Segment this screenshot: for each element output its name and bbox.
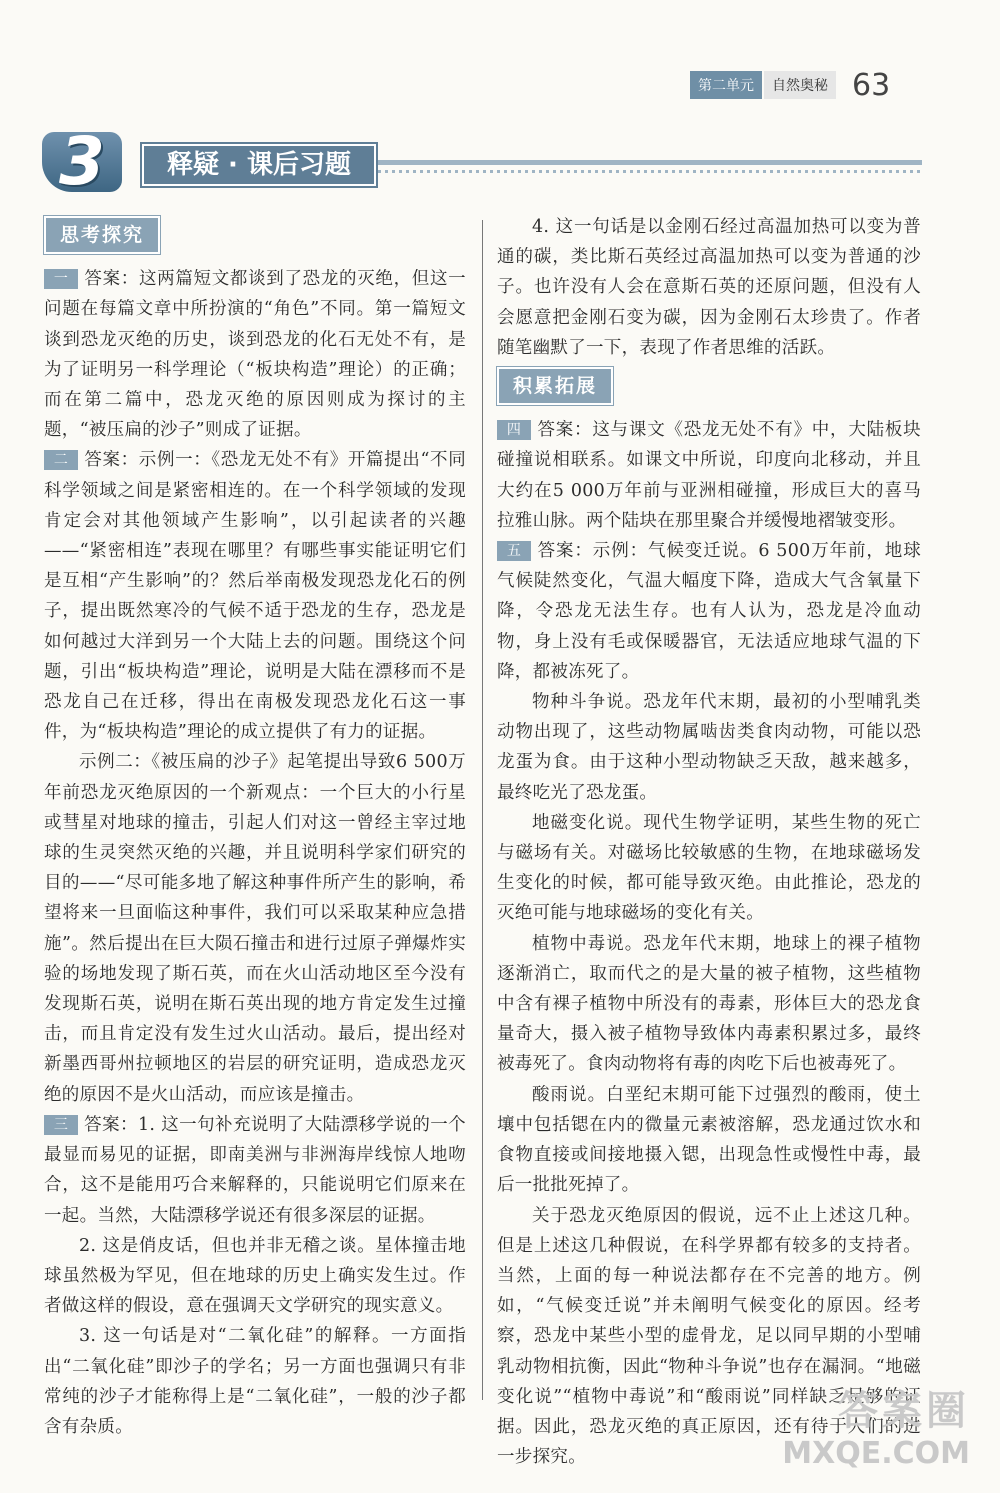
answer-2	[44, 445, 466, 747]
species-struggle-paragraph: 物种斗争说。恐龙年代末期，最初的小型哺乳类动物出现了，这些动物属啮齿类食肉动物，可能以恐龙蛋为食。由于这种小型动物缺乏天敌，越来越多，最终吃光了恐龙蛋。	[497, 692, 921, 803]
label-thinking-exploration: 思考探究	[44, 216, 160, 254]
answer-2-text: 答案：示例一：《恐龙无处不有》开篇提出“不同科学领域之间是紧密相连的。在一个科学领域的发现肯定会对其他领域产生影响”，以引起读者的兴趣——“紧密相连”表现在哪里？有哪些事实能证明它们是互相“产生影响”的？然后举南极发现恐龙化石的例子，提出既然寒冷的气候不适于恐龙的生存，恐龙是如何越过大洋到另一个大陆上去的问题。围绕这个问题，引出“板块构造”理论，说明是大陆在漂移而不是恐龙自己在迁移，得出在南极发现恐龙化石这一事件，为“板块构造”理论的成立提供了有力的证据。	[44, 450, 466, 743]
section-banner	[42, 123, 922, 200]
label-accumulation-extension: 积累拓展	[497, 367, 613, 405]
answer-3	[44, 1110, 466, 1231]
banner-dotted-rule	[378, 170, 922, 173]
page-number: 63	[852, 67, 891, 103]
unit-label: 第二单元	[690, 71, 762, 99]
question-tag-5: 五	[497, 541, 531, 561]
banner-rule	[378, 160, 922, 165]
question-tag-2: 二	[44, 450, 78, 470]
question-tag-3: 三	[44, 1115, 78, 1135]
right-column	[497, 212, 921, 1472]
answer-4	[497, 415, 921, 536]
answer-2-example-2: 示例二：《被压扁的沙子》起笔提出导致6 500万年前恐龙灭绝原因的一个新观点：一个巨大的小行星或彗星对地球的撞击，引起人们对这一曾经主宰过地球的生灵突然灭绝的兴趣，并且说明科学家们研究的目的——“尽可能多地了解这种事件所产生的影响，希望将来一旦面临这种事件，我们可以采取某种应急措施”。然后提出在巨大陨石撞击和进行过原子弹爆炸实验的场地发现了斯石英，而在火山活动地区至今没有发现斯石英，说明在斯石英出现的地方肯定发生过撞击，而且肯定没有发生过火山活动。最后，提出经对新墨西哥州拉顿地区的岩层的研究证明，造成恐龙灭绝的原因不是火山活动，而应该是撞击。	[44, 752, 466, 1105]
question-tag-4: 四	[497, 420, 531, 440]
answer-1-text: 答案：这两篇短文都谈到了恐龙的灭绝，但这一问题在每篇文章中所扮演的“角色”不同。第一篇短文谈到恐龙灭绝的历史，谈到恐龙的化石无处不有，是为了证明另一科学理论（“板块构造”理论）的正确；而在第二篇中，恐龙灭绝的原因则成为探讨的主题，“被压扁的沙子”则成了证据。	[44, 269, 466, 441]
section-title: 释疑 · 课后习题	[142, 144, 376, 186]
column-divider	[482, 220, 483, 1400]
geomagnetic-paragraph: 地磁变化说。现代生物学证明，某些生物的死亡与磁场有关。对磁场比较敏感的生物，在地球磁场发生变化的时候，都可能导致灭绝。由此推论，恐龙的灭绝可能与地球磁场的变化有关。	[497, 812, 921, 924]
answer-3-item-3: 3. 这一句话是对“二氧化硅”的解释。一方面指出“二氧化硅”即沙子的学名；另一方面也强调只有非常纯的沙子才能称得上是“二氧化硅”，一般的沙子都含有杂质。	[44, 1326, 466, 1437]
page-header	[690, 67, 891, 103]
topic-label: 自然奥秘	[764, 71, 836, 99]
watermark-url: MXQE.COM	[782, 1436, 970, 1471]
answer-4-text: 答案：这与课文《恐龙无处不有》中，大陆板块碰撞说相联系。如课文中所说，印度向北移动，并且大约在5 000万年前与亚洲相碰撞，形成巨大的喜马拉雅山脉。两个陆块在那里聚合并缓慢地褶皱变形。	[497, 420, 921, 531]
answer-1	[44, 264, 466, 445]
watermark-text: 答案圈	[838, 1388, 970, 1434]
answer-3-item-2: 2. 这是俏皮话，但也并非无稽之谈。星体撞击地球虽然极为罕见，但在地球的历史上确实发生过。作者做这样的假设，意在强调天文学研究的现实意义。	[44, 1235, 466, 1317]
answer-5	[497, 536, 921, 687]
acid-rain-paragraph: 酸雨说。白垩纪末期可能下过强烈的酸雨，使土壤中包括锶在内的微量元素被溶解，恐龙通过饮水和食物直接或间接地摄入锶，出现急性或慢性中毒，最后一批批死掉了。	[497, 1084, 921, 1196]
left-column	[44, 212, 466, 1442]
question-tag-1: 一	[44, 269, 78, 289]
conclusion-paragraph: 关于恐龙灭绝原因的假说，远不止上述这几种。但是上述这几种假说，在科学界都有较多的支持者。当然，上面的每一种说法都存在不完善的地方。例如，“气候变迁说”并未阐明气候变化的原因。经考察，恐龙中某些小型的虚骨龙，足以同早期的小型哺乳动物相抗衡，因此“物种斗争说”也存在漏洞。“地磁变化说”“植物中毒说”和“酸雨说”同样缺乏足够的证据。因此，恐龙灭绝的真正原因，还有待于人们的进一步探究。	[497, 1205, 921, 1468]
answer-3-item-4: 4. 这一句话是以金刚石经过高温加热可以变为普通的碳，类比斯石英经过高温加热可以变为普通的沙子。也许没有人会在意斯石英的还原问题，但没有人会愿意把金刚石变为碳，因为金刚石太珍贵了。作者随笔幽默了一下，表现了作者思维的活跃。	[497, 217, 921, 358]
plant-poisoning-paragraph: 植物中毒说。恐龙年代末期，地球上的裸子植物逐渐消亡，取而代之的是大量的被子植物，这些植物中含有裸子植物中所没有的毒素，形体巨大的恐龙食量奇大，摄入被子植物导致体内毒素积累过多，最终被毒死了。食肉动物将有毒的肉吃下后也被毒死了。	[497, 933, 921, 1075]
watermark	[782, 1379, 970, 1471]
answer-5-text: 答案：示例：气候变迁说。6 500万年前，地球气候陡然变化，气温大幅度下降，造成大气含氧量下降，令恐龙无法生存。也有人认为，恐龙是冷血动物，身上没有毛或保暖器官，无法适应地球气温的下降，都被冻死了。	[497, 541, 921, 682]
answer-3-text: 答案：1. 这一句补充说明了大陆漂移学说的一个最显而易见的证据，即南美洲与非洲海岸线惊人地吻合，这不是能用巧合来解释的，只能说明它们原来在一起。当然，大陆漂移学说还有很多深层的证据。	[44, 1114, 466, 1226]
section-number: 3	[42, 132, 122, 192]
